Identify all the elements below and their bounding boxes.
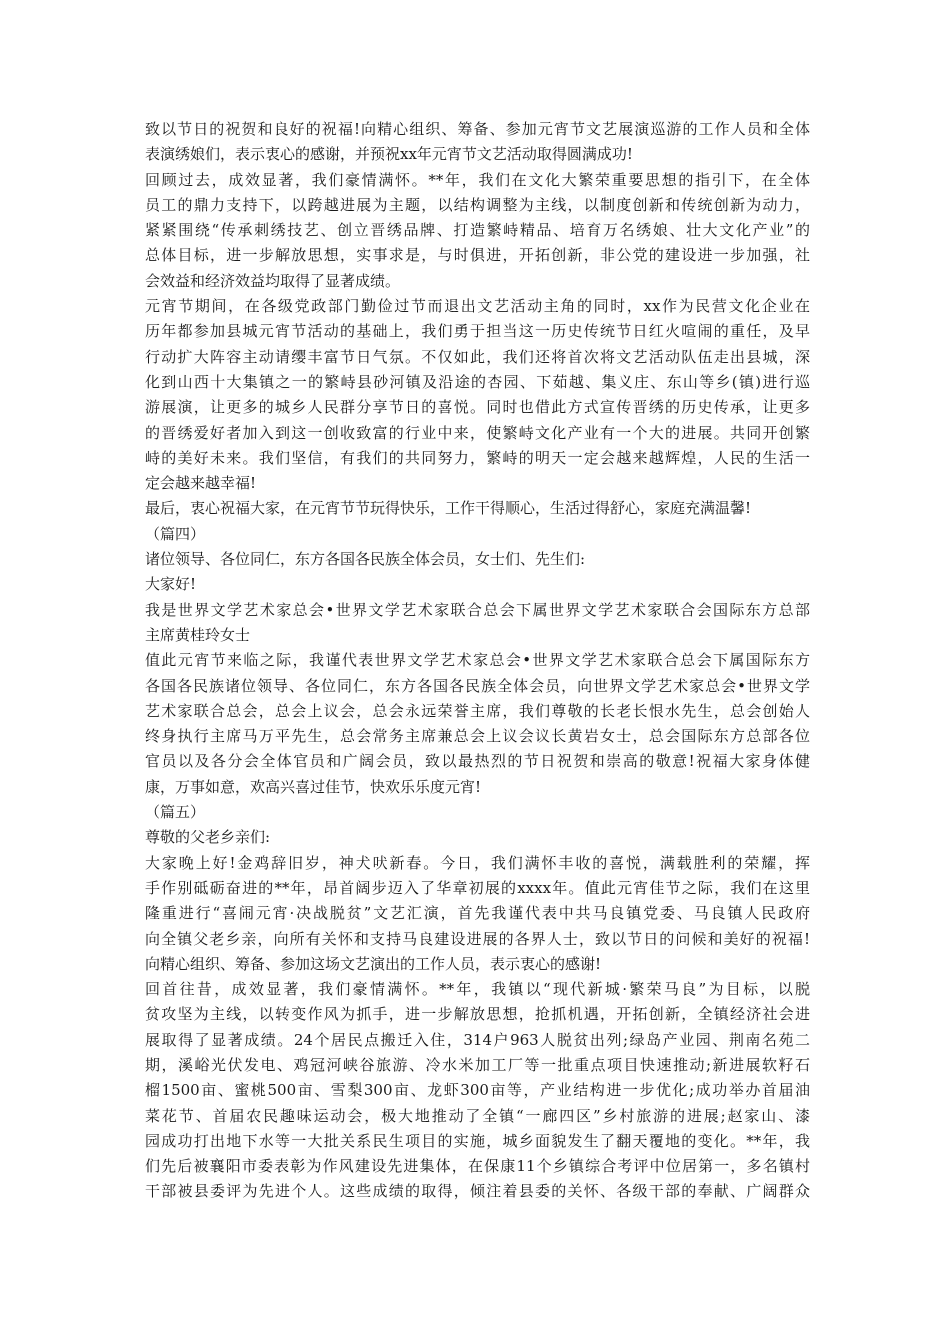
text-line: 大家好! [145, 575, 197, 594]
text-line: 表演绣娘们，表示衷心的感谢，并预祝xx年元宵节文艺活动取得圆满成功! [145, 145, 633, 164]
text-line: 隆重进行“喜闹元宵·决战脱贫”文艺汇演，首先我谨代表中共马良镇党委、马良镇人民政府 [145, 904, 810, 923]
text-line: 行动扩大阵容主动请缨丰富节日气氛。不仅如此，我们还将首次将文艺活动队伍走出县城，深 [145, 347, 810, 366]
text-line: 会效益和经济效益均取得了显著成绩。 [145, 271, 401, 290]
text-line: 康，万事如意，欢高兴喜过佳节，快欢乐乐度元宵! [145, 777, 482, 796]
text-line: 各国各民族诸位领导、各位同仁，东方各国各民族全体会员，向世界文学艺术家总会•世界文学 [145, 676, 810, 695]
document-body [145, 117, 810, 1205]
text-line: 值此元宵节来临之际，我谨代表世界文学艺术家总会•世界文学艺术家联合总会下属国际东方 [145, 651, 810, 670]
text-line: 历年都参加县城元宵节活动的基础上，我们勇于担当这一历史传统节日红火喧闹的重任，及早 [145, 322, 810, 341]
text-line: 园成功打出地下水等一大批关系民生项目的实施，城乡面貌发生了翻天覆地的变化。**年，我 [145, 1131, 810, 1150]
text-line: （篇五） [145, 803, 206, 822]
text-line: 干部被县委评为先进个人。这些成绩的取得，倾注着县委的关怀、各级干部的奉献、广阔群众 [145, 1182, 810, 1201]
text-line: 致以节日的祝贺和良好的祝福!向精心组织、筹备、参加元宵节文艺展演巡游的工作人员和全体 [145, 120, 810, 138]
text-line: （篇四） [145, 524, 206, 543]
text-line: 期，溪峪光伏发电、鸡冠河峡谷旅游、冷水米加工厂等一批重点项目快速推动;新进展软籽石 [145, 1055, 810, 1074]
text-line: 游展演，让更多的城乡人民群分享节日的喜悦。同时也借此方式宣传晋绣的历史传承，让更多 [145, 398, 810, 417]
text-line: 向全镇父老乡亲，向所有关怀和支持马良建设进展的各界人士，致以节日的问候和美好的祝福! [145, 929, 810, 948]
text-line: 峙的美好未来。我们坚信，有我们的共同努力，繁峙的明天一定会越来越辉煌，人民的生活一 [145, 448, 810, 467]
text-line: 回首往昔，成效显著，我们豪情满怀。**年，我镇以“现代新城·繁荣马良”为目标，以脱 [145, 980, 810, 999]
text-line: 尊敬的父老乡亲们: [145, 828, 271, 847]
text-line: 菜花节、首届农民趣味运动会，极大地推动了全镇“一廊四区”乡村旅游的进展;赵家山、漆 [145, 1106, 810, 1125]
text-line: 定会越来越幸福! [145, 474, 257, 493]
text-line: 员工的鼎力支持下，以跨越进展为主题，以结构调整为主线，以制度创新和传统创新为动力， [145, 195, 810, 214]
text-line: 的晋绣爱好者加入到这一创收致富的行业中来，使繁峙文化产业有一个大的进展。共同开创繁 [145, 423, 810, 442]
text-line: 向精心组织、筹备、参加这场文艺演出的工作人员，表示衷心的感谢! [145, 954, 602, 973]
text-line: 回顾过去，成效显著，我们豪情满怀。**年，我们在文化大繁荣重要思想的指引下，在全体 [145, 170, 810, 189]
text-line: 手作别砥砺奋进的**年，昂首阔步迈入了华章初展的xxxx年。值此元宵佳节之际，我们在这里 [145, 878, 810, 897]
text-line: 大家晚上好!金鸡辞旧岁，神犬吠新春。今日，我们满怀丰收的喜悦，满载胜利的荣耀，挥 [145, 853, 810, 872]
text-line: 艺术家联合总会，总会上议会，总会永远荣誉主席，我们尊敬的长老长恨水先生，总会创始人 [145, 701, 810, 720]
text-line: 总体目标，进一步解放思想，实事求是，与时俱进，开拓创新，非公党的建设进一步加强，社 [145, 246, 810, 265]
text-line: 诸位领导、各位同仁，东方各国各民族全体会员，女士们、先生们: [145, 550, 586, 569]
text-line: 们先后被襄阳市委表彰为作风建设先进集体，在保康11个乡镇综合考评中位居第一，多名镇村 [145, 1157, 810, 1176]
text-line: 我是世界文学艺术家总会•世界文学艺术家联合总会下属世界文学艺术家联合会国际东方总部 [145, 600, 810, 619]
text-line: 紧紧围绕“传承刺绣技艺、创立晋绣品牌、打造繁峙精品、培育万名绣娘、壮大文化产业”的 [145, 221, 810, 240]
text-line: 终身执行主席马万平先生，总会常务主席兼总会上议会议长黄岩女士，总会国际东方总部各位 [145, 727, 810, 746]
text-line: 最后，衷心祝福大家，在元宵节节玩得快乐，工作干得顺心，生活过得舒心，家庭充满温馨! [145, 499, 752, 518]
text-line: 展取得了显著成绩。24个居民点搬迁入住，314户963人脱贫出列;绿岛产业园、荆南名苑二 [145, 1030, 810, 1049]
text-line: 榴1500亩、蜜桃500亩、雪梨300亩、龙虾300亩等，产业结构进一步优化;成功举办首届油 [145, 1081, 810, 1100]
text-line: 主席黄桂玲女士 [145, 625, 251, 644]
text-line: 贫攻坚为主线，以转变作风为抓手，进一步解放思想，抢抓机遇，开拓创新，全镇经济社会进 [145, 1005, 810, 1024]
text-line: 元宵节期间，在各级党政部门勤俭过节而退出文艺活动主角的同时，xx作为民营文化企业在 [145, 297, 810, 316]
text-line: 官员以及各分会全体官员和广阔会员，致以最热烈的节日祝贺和崇高的敬意!祝福大家身体健 [145, 752, 810, 771]
text-line: 化到山西十大集镇之一的繁峙县砂河镇及沿途的杏园、下茹越、集义庄、东山等乡(镇)进行巡 [145, 372, 810, 391]
